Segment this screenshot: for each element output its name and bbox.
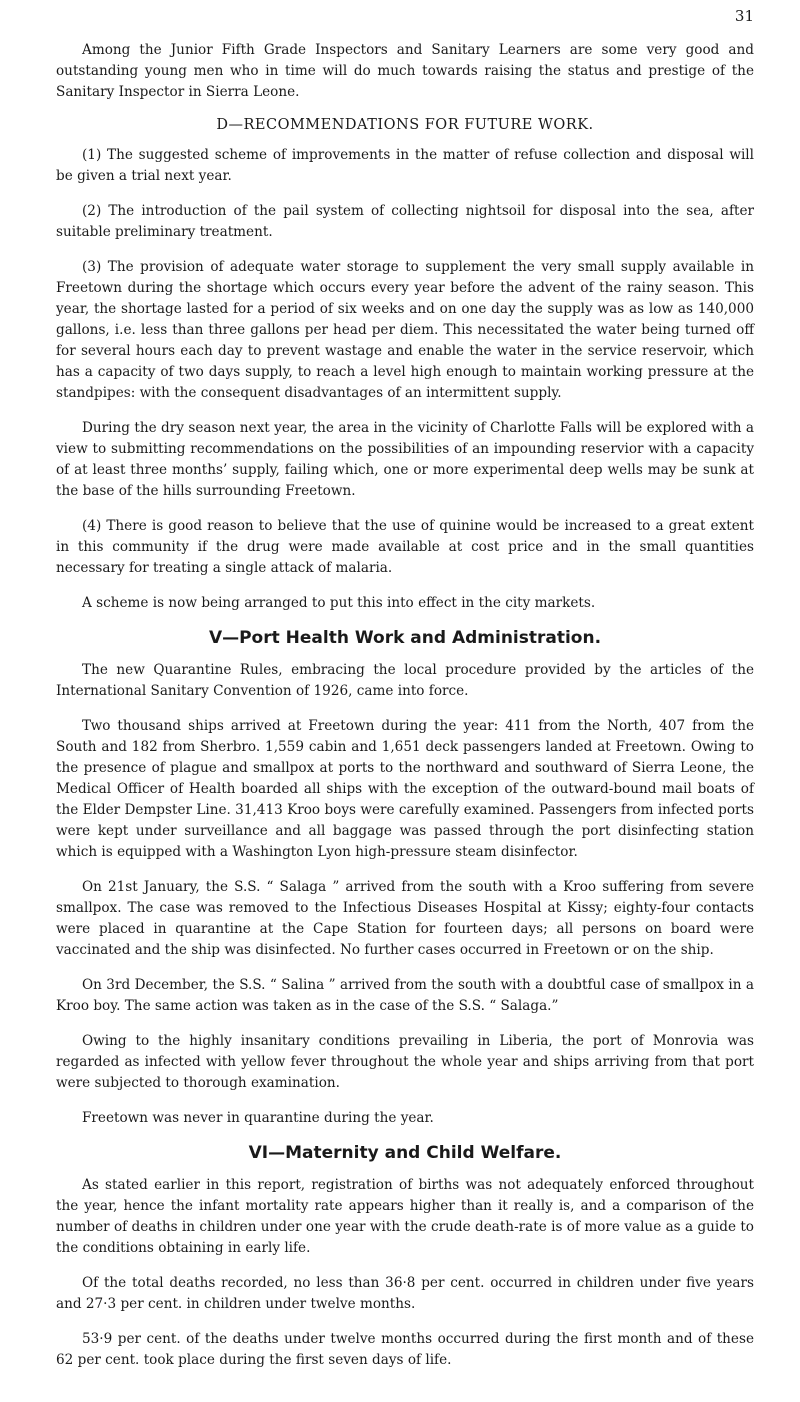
recommendation-1: (1) The suggested scheme of improvements in the matter of refuse collection and disposal will be given a trial next year. <box>56 147 754 184</box>
section-maternity-welfare <box>56 1143 754 1371</box>
recommendation-3-continued: During the dry season next year, the area in the vicinity of Charlotte Falls will be explored with a view to submitting recommendations on the possibilities of an impounding reservior with a capacity of at least three months’ supply, failing which, one or more experimental deep wells may be sunk at the base of the hills surrounding Freetown. <box>56 420 754 499</box>
recommendation-4-continued: A scheme is now being arranged to put this into effect in the city markets. <box>82 595 596 611</box>
port-health-paragraph: On 3rd December, the S.S. “ Salina ” arrived from the south with a doubtful case of smallpox in a Kroo boy. The same action was taken as in the case of the S.S. “ Salaga.” <box>56 977 754 1014</box>
section-heading-recommendations: D—RECOMMENDATIONS FOR FUTURE WORK. <box>216 117 594 133</box>
port-health-paragraph: On 21st January, the S.S. “ Salaga ” arrived from the south with a Kroo suffering from severe smallpox. The case was removed to the Infectious Diseases Hospital at Kissy; eighty-four contacts were placed in quarantine at the Cape Station for fourteen days; all persons on board were vaccinated and the ship was disinfected. No further cases occurred in Freetown or on the ship. <box>56 879 754 958</box>
section-recommendations <box>56 117 754 614</box>
section-heading-maternity-welfare: VI—Maternity and Child Welfare. <box>248 1143 562 1163</box>
recommendation-2: (2) The introduction of the pail system of collecting nightsoil for disposal into the sea, after suitable preliminary treatment. <box>56 203 754 240</box>
section-heading-port-health: V—Port Health Work and Administration. <box>208 628 602 648</box>
port-health-paragraph: The new Quarantine Rules, embracing the local procedure provided by the articles of the International Sanitary Convention of 1926, came into force. <box>56 662 754 699</box>
recommendation-3: (3) The provision of adequate water storage to supplement the very small supply available in Freetown during the shortage which occurs every year before the advent of the rainy season. This year, the shortage lasted for a period of six weeks and on one day the supply was as low as 140,000 gallons, i.e. less than three gallons per head per diem. This necessitated the water being turned off for several hours each day to prevent wastage and enable the water in the service reservoir, which has a capacity of two days supply, to reach a level high enough to maintain working pressure at the standpipes: with the consequent disadvantages of an intermittent supply. <box>56 259 754 401</box>
intro-paragraph: Among the Junior Fifth Grade Inspectors and Sanitary Learners are some very good and outstanding young men who in time will do much towards raising the status and prestige of the Sanitary Inspector in Sierra Leone. <box>56 42 754 100</box>
section-port-health <box>56 628 754 1129</box>
maternity-paragraph: 53·9 per cent. of the deaths under twelve months occurred during the first month and of these 62 per cent. took place during the first seven days of life. <box>56 1331 754 1368</box>
maternity-paragraph: As stated earlier in this report, registration of births was not adequately enforced throughout the year, hence the infant mortality rate appears higher than it really is, and a comparison of the number of deaths in children under one year with the crude death-rate is of more value as a guide to the conditions obtaining in early life. <box>56 1177 754 1256</box>
port-health-paragraph: Freetown was never in quarantine during the year. <box>82 1110 434 1126</box>
port-health-paragraph: Two thousand ships arrived at Freetown during the year: 411 from the North, 407 from the South and 182 from Sherbro. 1,559 cabin and 1,651 deck passengers landed at Freetown. Owing to the presence of plague and smallpox at ports to the northward and southward of Sierra Leone, the Medical Officer of Health boarded all ships with the exception of the outward-bound mail boats of the Elder Dempster Line. 31,413 Kroo boys were carefully examined. Passengers from infected ports were kept under surveillance and all baggage was passed through the port disinfecting station which is equipped with a Washington Lyon high-pressure steam disinfector. <box>56 718 754 860</box>
maternity-paragraph: Of the total deaths recorded, no less than 36·8 per cent. occurred in children under five years and 27·3 per cent. in children under twelve months. <box>56 1275 754 1312</box>
recommendation-4: (4) There is good reason to believe that the use of quinine would be increased to a great extent in this community if the drug were made available at cost price and in the small quantities necessary for treating a single attack of malaria. <box>56 518 754 576</box>
port-health-paragraph: Owing to the highly insanitary conditions prevailing in Liberia, the port of Monrovia was regarded as infected with yellow fever throughout the whole year and ships arriving from that port were subjected to thorough examination. <box>56 1033 754 1091</box>
page-number: 31 <box>734 7 754 25</box>
